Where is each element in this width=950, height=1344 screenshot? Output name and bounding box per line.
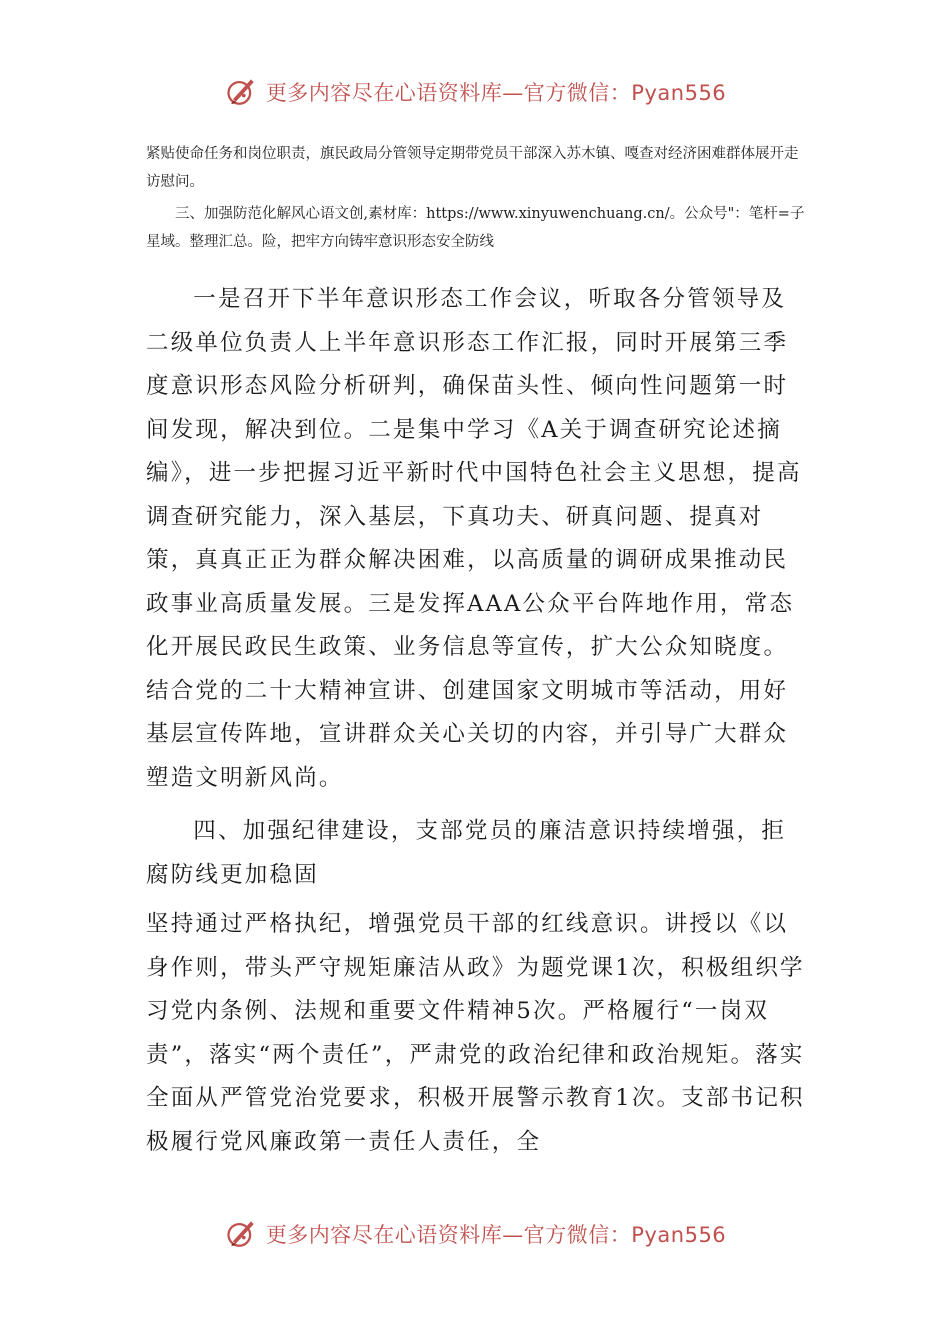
brush-logo-icon <box>224 1216 260 1252</box>
brush-logo-icon <box>224 74 260 110</box>
footer-banner <box>0 1214 950 1254</box>
section-3-body: 一是召开下半年意识形态工作会议，听取各分管领导及二级单位负责人上半年意识形态工作汇报，同时开展第三季度意识形态风险分析研判，确保苗头性、倾向性问题第一时间发现，解决到位。二是集中学习《A关于调查研究论述摘编》，进一步把握习近平新时代中国特色社会主义思想，提高调查研究能力，深入基层，下真功夫、研真问题、提真对策，真真正正为群众解决困难，以高质量的调研成果推动民政事业高质量发展。三是发挥AAA公众平台阵地作用，常态化开展民政民生政策、业务信息等宣传，扩大公众知晓度。结合党的二十大精神宣讲、创建国家文明城市等活动，用好基层宣传阵地，宣讲群众关心关切的内容，并引导广大群众塑造文明新风尚。 <box>146 286 802 791</box>
section-3-heading: 三、加强防范化解风心语文创,素材库：https://www.xinyuwenchuang.cn/。公众号"：笔杆=子星域。整理汇总。险，把牢方向铸牢意识形态安全防线 <box>146 206 805 250</box>
section-4-heading: 四、加强纪律建设，支部党员的廉洁意识持续增强，拒腐防线更加稳固 <box>146 818 787 888</box>
intro-paragraph: 紧贴使命任务和岗位职责，旗民政局分管领导定期带党员干部深入苏木镇、嘎查对经济困难群体展开走访慰问。 <box>146 146 799 190</box>
header-banner <box>0 72 950 112</box>
document-body <box>146 140 806 1164</box>
footer-banner-text: 更多内容尽在心语资料库—官方微信：Pyan556 <box>265 1223 727 1247</box>
header-banner-text: 更多内容尽在心语资料库—官方微信：Pyan556 <box>265 81 727 105</box>
section-4-body: 坚持通过严格执纪，增强党员干部的红线意识。讲授以《以身作则，带头严守规矩廉洁从政》为题党课1次，积极组织学习党内条例、法规和重要文件精神5次。严格履行“一岗双责”，落实“两个责任”，严肃党的政治纪律和政治规矩。落实全面从严管党治党要求，积极开展警示教育1次。支部书记积极履行党风廉政第一责任人责任，全 <box>146 911 805 1155</box>
